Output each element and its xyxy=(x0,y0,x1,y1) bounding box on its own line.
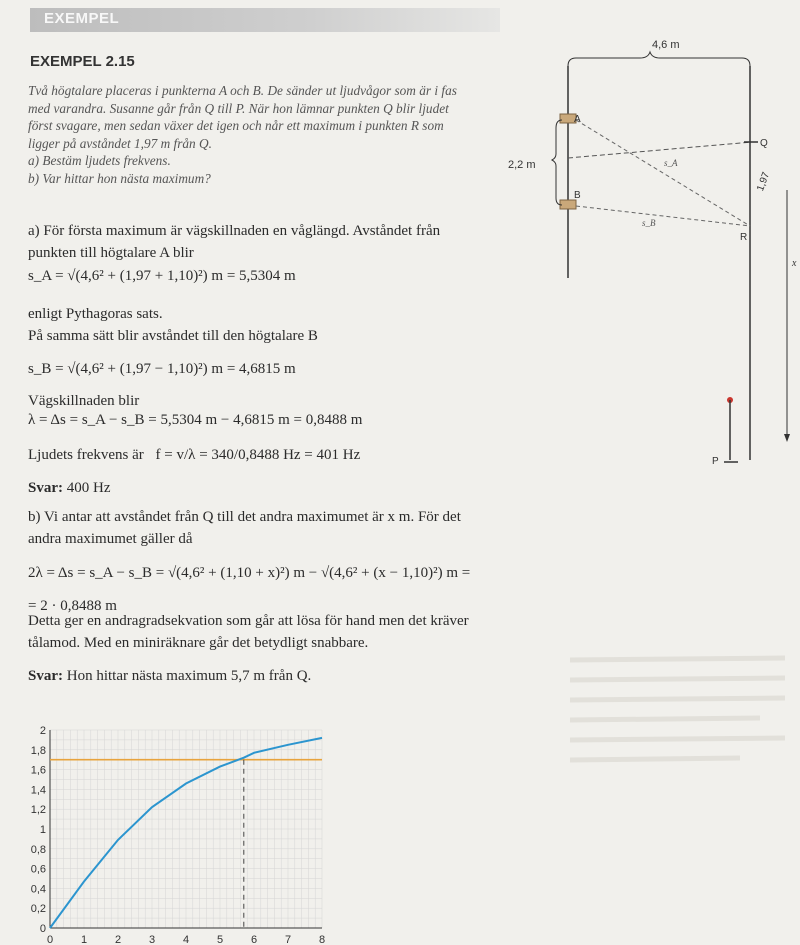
question-b: b) Var hittar hon nästa maximum? xyxy=(28,170,211,186)
speaker-figure xyxy=(490,30,800,470)
equation-sA: s_A = √(4,6² + (1,97 + 1,10)²) m = 5,5304 m xyxy=(28,268,296,284)
path-difference-label: Vägskillnaden blir xyxy=(28,393,140,409)
path-sB xyxy=(576,206,750,226)
x-tick-label: 6 xyxy=(250,934,258,945)
problem-line: först svagare, men sedan växer det igen och når ett maximum i punkten R som xyxy=(28,118,444,133)
distance-label: 1,97 xyxy=(755,170,773,193)
y-tick-label: 1 xyxy=(39,824,46,836)
path-sA xyxy=(576,120,750,226)
height-brace xyxy=(552,120,562,205)
y-tick-label: 1,4 xyxy=(30,784,46,797)
solution-a-line: punkten till högtalare A blir xyxy=(28,245,194,261)
banner-label: EXEMPEL xyxy=(44,10,120,27)
x-label: x xyxy=(792,258,797,269)
frequency-line xyxy=(28,447,360,464)
problem-statement xyxy=(28,82,508,187)
frequency-label: Ljudets frekvens är xyxy=(28,447,144,463)
point-b-label: B xyxy=(574,190,581,201)
point-a-label: A xyxy=(574,114,581,125)
equation-frequency: f = v/λ = 340/0,8488 Hz = 401 Hz xyxy=(155,447,361,463)
y-tick-label: 1,2 xyxy=(30,804,46,817)
question-a: a) Bestäm ljudets frekvens. xyxy=(28,153,171,168)
note-line: tålamod. Med en miniräknare går det betydligt snabbare. xyxy=(28,635,369,651)
y-tick-label: 0,8 xyxy=(30,843,46,856)
y-tick-label: 1,6 xyxy=(30,764,46,777)
path-difference-chart xyxy=(14,718,334,945)
problem-line: ligger på avståndet 1,97 m från Q. xyxy=(28,135,212,151)
point-r-label: R xyxy=(740,232,748,243)
answer-b-label: Svar: xyxy=(28,668,63,684)
point-p-label: P xyxy=(712,456,719,467)
y-tick-label: 0 xyxy=(39,923,46,935)
y-tick-label: 2 xyxy=(39,725,46,737)
center-line xyxy=(568,142,752,158)
y-tick-label: 0,6 xyxy=(30,863,46,876)
x-tick-label: 1 xyxy=(80,934,88,945)
speaker-b-icon xyxy=(560,200,576,209)
answer-b-value: Hon hittar nästa maximum 5,7 m från Q. xyxy=(66,668,312,684)
problem-line: med varandra. Susanne går från Q till P. När hon lämnar punkten Q blir ljudet xyxy=(28,100,449,116)
sB-label: s_B xyxy=(642,218,656,228)
show-through-text xyxy=(560,640,790,840)
x-arrow-head xyxy=(784,434,790,442)
y-tick-label: 1,8 xyxy=(30,744,46,757)
y-tick-label: 0,4 xyxy=(30,883,46,896)
note-line: Detta ger en andragradsekvation som går att lösa för hand men det kräver xyxy=(28,613,469,629)
x-tick-labels xyxy=(47,934,325,945)
x-tick-label: 4 xyxy=(182,934,190,945)
x-tick-label: 5 xyxy=(216,934,224,945)
y-tick-labels xyxy=(31,725,46,935)
pythagoras-text: enligt Pythagoras sats. xyxy=(28,306,163,322)
solution-a-intro xyxy=(28,220,528,264)
equation-sB: s_B = √(4,6² + (1,97 − 1,10)²) m = 4,6815 m xyxy=(28,361,296,377)
solution-b-note xyxy=(28,610,528,654)
y-tick-label: 0,2 xyxy=(30,903,46,916)
answer-b xyxy=(28,668,311,685)
solution-b-line: andra maximumet gäller då xyxy=(28,531,193,547)
problem-line: Två högtalare placeras i punkterna A och B. De sänder ut ljudvågor som är i fas xyxy=(28,83,457,98)
equation-b-main: 2λ = Δs = s_A − s_B = √(4,6² + (1,10 + x)²) m − √(4,6² + (x − 1,10)²) m = xyxy=(28,565,471,581)
answer-a-label: Svar: xyxy=(28,480,63,496)
x-tick-label: 2 xyxy=(114,934,122,945)
solution-b-line: b) Vi antar att avståndet från Q till det andra maximumet är x m. För det xyxy=(28,509,461,525)
answer-a-value: 400 Hz xyxy=(66,480,111,496)
answer-a xyxy=(28,480,111,497)
width-label: 4,6 m xyxy=(652,39,680,51)
solution-b-intro xyxy=(28,506,528,550)
solution-a-line: a) För första maximum är vägskillnaden en våglängd. Avståndet från xyxy=(28,223,441,239)
x-tick-label: 7 xyxy=(284,934,292,945)
example-banner xyxy=(30,8,500,32)
x-tick-label: 8 xyxy=(318,934,326,945)
same-way-text: På samma sätt blir avståndet till den högtalare B xyxy=(28,328,318,344)
point-q-label: Q xyxy=(760,138,768,149)
example-title: EXEMPEL 2.15 xyxy=(30,53,135,70)
x-tick-label: 0 xyxy=(46,934,54,945)
equation-b-cont: = 2 · 0,8488 m xyxy=(28,598,117,614)
equation-lambda: λ = Δs = s_A − s_B = 5,5304 m − 4,6815 m = 0,8488 m xyxy=(28,412,363,428)
sA-label: s_A xyxy=(664,158,678,168)
x-tick-label: 3 xyxy=(148,934,156,945)
width-brace xyxy=(568,52,750,66)
height-label: 2,2 m xyxy=(508,159,536,171)
